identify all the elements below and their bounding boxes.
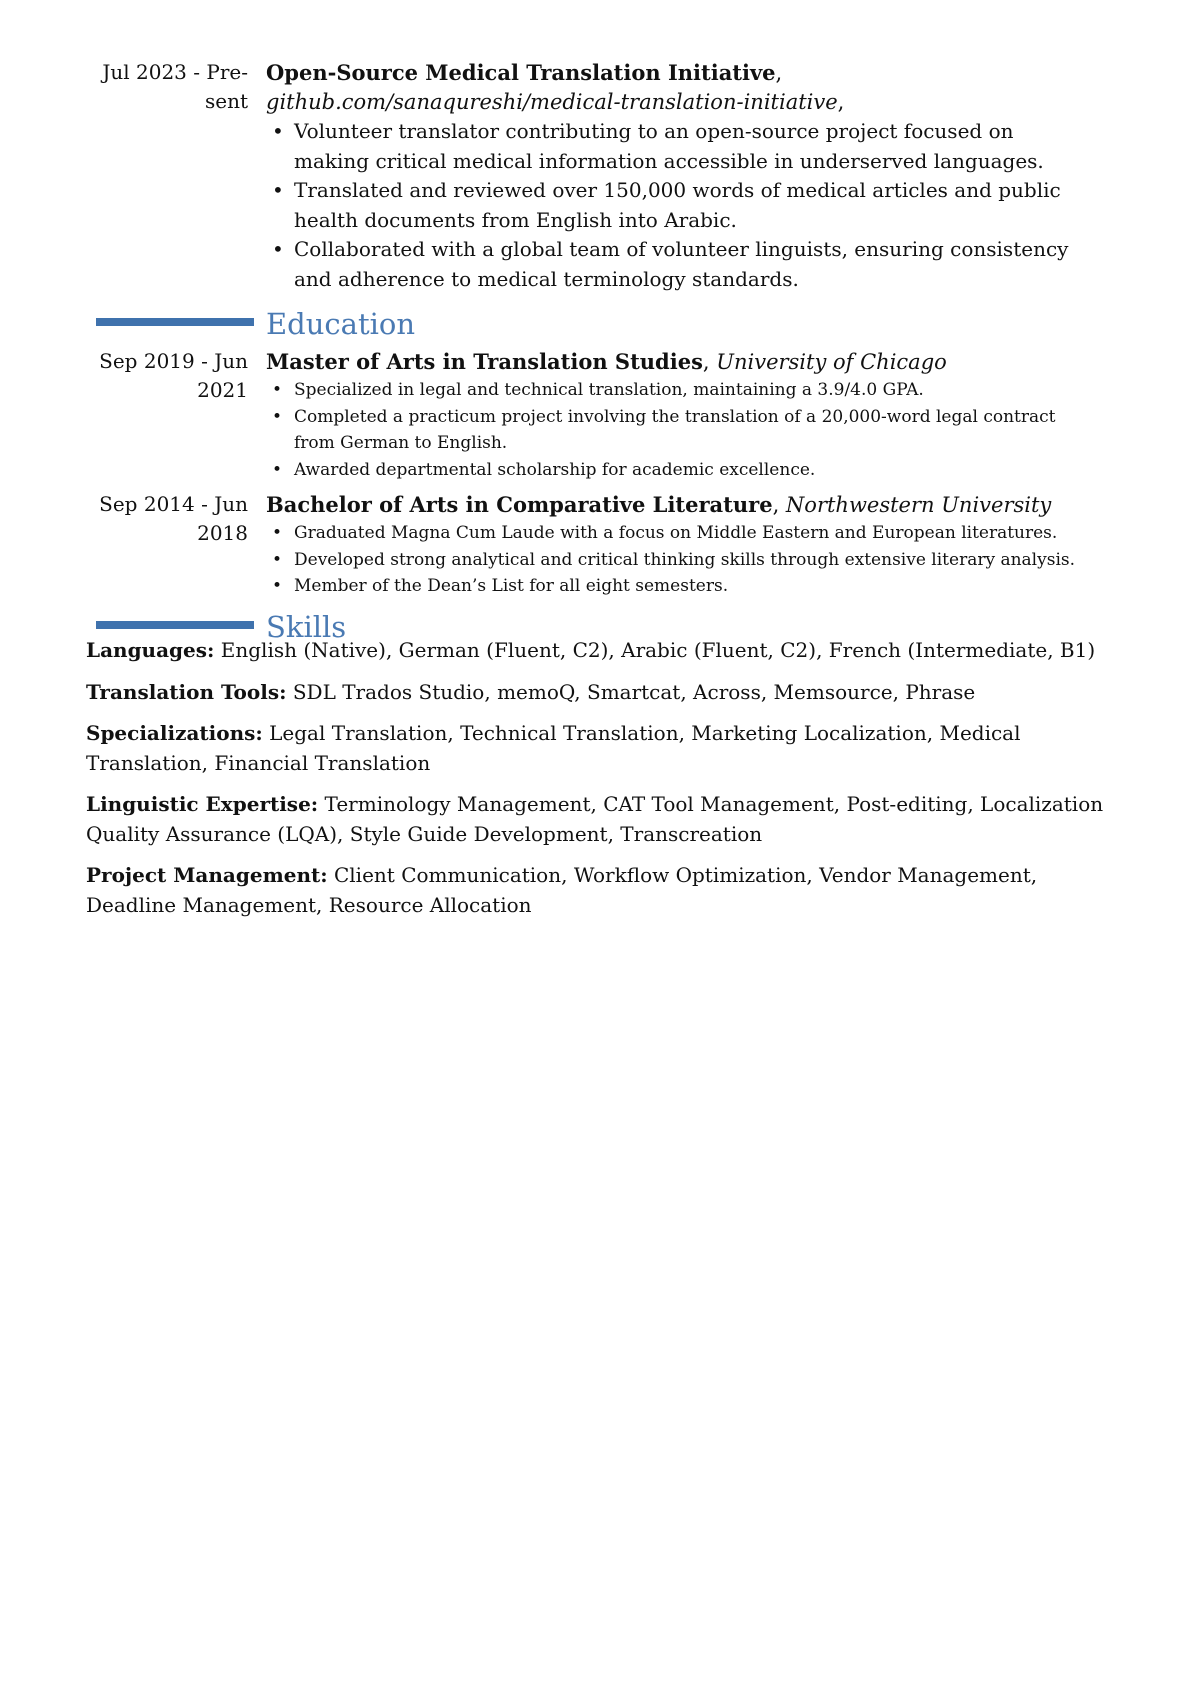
section-title: Education [266, 307, 416, 341]
entry-title [266, 58, 1094, 117]
skill-value: Client Communication, Workflow Optimization, Vendor Management, Deadline Management, Resource Allocation [86, 863, 1038, 917]
bullet-item: • Translated and reviewed over 150,000 words of medical articles and public health documents from English into Arabic. [266, 176, 1094, 235]
entry-body [266, 490, 1094, 600]
bullet-item: • Collaborated with a global team of volunteer linguists, ensuring consistency and adherence to medical terminology standards. [266, 235, 1094, 294]
bullet-list [266, 117, 1094, 294]
section-education [0, 306, 1190, 342]
bullet-item: • Developed strong analytical and critical thinking skills through extensive literary analysis. [266, 547, 1094, 574]
bullet-list [266, 377, 1094, 483]
institution-name: University of Chicago [716, 350, 947, 374]
entry-title [266, 347, 1094, 377]
skill-label: Translation Tools: [86, 679, 287, 704]
entry-date: Sep 2014 - Jun 2018 [99, 492, 248, 545]
skill-value: Terminology Management, CAT Tool Management, Post-editing, Localization Quality Assurance (LQA), Style Guide Development, Transcreation [86, 792, 1104, 846]
bullet-item: • Specialized in legal and technical translation, maintaining a 3.9/4.0 GPA. [266, 377, 1094, 404]
entry-title [266, 490, 1094, 520]
bullet-item: • Completed a practicum project involving the translation of a 20,000-word legal contract from German to English. [266, 404, 1094, 457]
bullet-list [266, 520, 1094, 600]
entry-date: Sep 2019 - Jun 2021 [99, 349, 248, 402]
skill-row [86, 636, 1116, 666]
skill-label: Languages: [86, 638, 215, 662]
degree-name: Master of Arts in Translation Studies [266, 349, 703, 374]
skill-value: Legal Translation, Technical Translation, Marketing Localization, Medical Translation, Financial Translation [86, 721, 1021, 775]
organization-name: Open-Source Medical Translation Initiative [266, 60, 776, 85]
bullet-item: • Graduated Magna Cum Laude with a focus on Middle Eastern and European literatures. [266, 520, 1094, 547]
bullet-item: • Awarded departmental scholarship for academic excellence. [266, 457, 1094, 484]
skill-row [86, 678, 1116, 708]
institution-name: Northwestern University [785, 493, 1052, 517]
skill-value: SDL Trados Studio, memoQ, Smartcat, Across, Memsource, Phrase [292, 679, 976, 704]
title-separator: , [775, 61, 783, 85]
skill-label: Specializations: [86, 721, 263, 745]
bullet-item: • Member of the Dean’s List for all eight semesters. [266, 573, 1094, 600]
entry-body [266, 58, 1094, 294]
entry-body [266, 347, 1094, 483]
skill-row [86, 719, 1116, 778]
title-separator: , [702, 350, 717, 374]
title-separator: , [772, 493, 786, 517]
entry-date: Jul 2023 - Pre- sent [102, 60, 248, 113]
project-link[interactable]: github.com/sanaqureshi/medical-translation-initiative [266, 90, 838, 114]
skill-row [86, 861, 1116, 920]
section-title: Skills [266, 610, 347, 644]
skill-value: English (Native), German (Fluent, C2), Arabic (Fluent, C2), French (Intermediate, B1) [220, 638, 1096, 662]
bullet-item: • Volunteer translator contributing to an open-source project focused on making critical medical information accessible in underserved languages. [266, 117, 1094, 176]
title-trailing: , [837, 90, 845, 114]
section-accent-bar [96, 621, 254, 629]
skill-row [86, 790, 1116, 849]
skill-label: Project Management: [86, 863, 328, 887]
skill-label: Linguistic Expertise: [86, 792, 319, 816]
degree-name: Bachelor of Arts in Comparative Literature [266, 492, 773, 517]
section-accent-bar [96, 318, 254, 326]
skills-list [86, 636, 1116, 932]
